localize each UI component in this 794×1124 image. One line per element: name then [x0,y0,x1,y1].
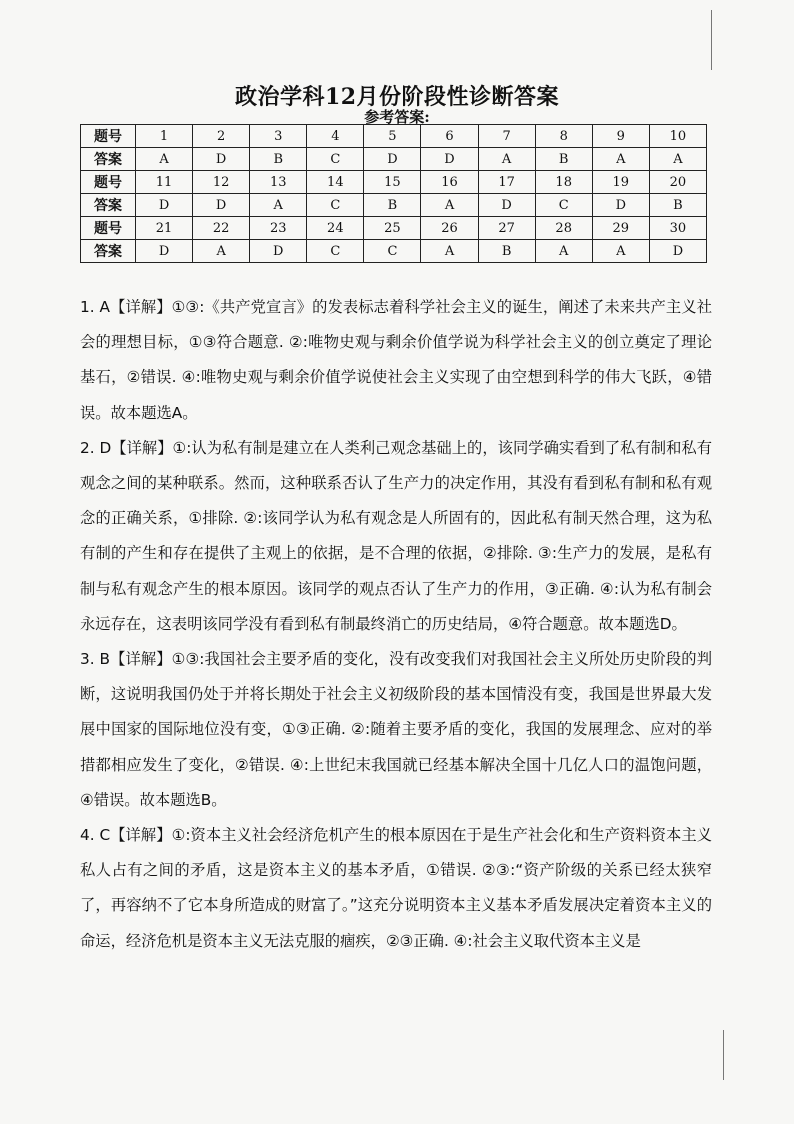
answer-cell: D [649,240,706,263]
question-number-cell: 24 [307,217,364,240]
answer-cell: D [478,194,535,217]
row-header-cell: 答案 [81,194,136,217]
document-subtitle: 参考答案: [364,108,430,126]
explanation-paragraph-3: 3. B【详解】①③:我国社会主要矛盾的变化，没有改变我们对我国社会主义所处历史阶段的判断，这说明我国仍处于并将长期处于社会主义初级阶段的基本国情没有变，我国是世界最大发展中国家的国际地位没有变，①③正确. ②:随着主要矛盾的变化，我国的发展理念、应对的举措都相应发生了变化，②错误. ④:上世纪末我国就已经基本解决全国十几亿人口的温饱问题，④错误。故本题选B。 [80,650,712,809]
question-number-cell: 12 [193,171,250,194]
document-title: 政治学科12月份阶段性诊断答案 [234,84,560,110]
answer-cell: D [193,148,250,171]
question-number-cell: 13 [250,171,307,194]
page-edge-line-top [711,10,712,70]
answer-cell: A [250,194,307,217]
question-number-cell: 5 [364,125,421,148]
question-number-cell: 11 [136,171,193,194]
row-header-cell: 题号 [81,217,136,240]
answer-cell: A [592,240,649,263]
answer-table-row [81,240,707,263]
answer-cell: B [250,148,307,171]
answer-cell: C [364,240,421,263]
question-number-cell: 10 [649,125,706,148]
answer-table-row [81,125,707,148]
question-number-cell: 9 [592,125,649,148]
row-header-cell: 题号 [81,171,136,194]
question-number-cell: 8 [535,125,592,148]
answer-cell: B [649,194,706,217]
answer-cell: D [592,194,649,217]
answer-cell: C [307,148,364,171]
question-number-cell: 18 [535,171,592,194]
question-number-cell: 15 [364,171,421,194]
row-header-cell: 答案 [81,148,136,171]
answer-cell: A [421,240,478,263]
answer-cell: B [364,194,421,217]
question-number-cell: 21 [136,217,193,240]
answer-table-row [81,194,707,217]
question-number-cell: 26 [421,217,478,240]
answer-cell: A [421,194,478,217]
answer-cell: D [421,148,478,171]
explanation-paragraph-2: 2. D【详解】①:认为私有制是建立在人类利己观念基础上的，该同学确实看到了私有制和私有观念之间的某种联系。然而，这种联系否认了生产力的决定作用，其没有看到私有制和私有观念的正确关系，①排除. ②:该同学认为私有观念是人所固有的，因此私有制天然合理，这为私有制的产生和存在提供了主观上的依据，是不合理的依据，②排除. ③:生产力的发展，是私有制与私有观念产生的根本原因。该同学的观点否认了生产力的作用，③正确. ④:认为私有制会永远存在，这表明该同学没有看到私有制最终消亡的历史结局，④符合题意。故本题选D。 [80,438,712,633]
explanation-paragraph-1: 1. A【详解】①③:《共产党宣言》的发表标志着科学社会主义的诞生，阐述了未来共产主义社会的理想目标，①③符合题意. ②:唯物史观与剩余价值学说为科学社会主义的创立奠定了理论基石，②错误. ④:唯物史观与剩余价值学说使社会主义实现了由空想到科学的伟大飞跃，④错误。故本题选A。 [80,298,712,422]
explanation-section [80,290,712,959]
question-number-cell: 7 [478,125,535,148]
question-number-cell: 16 [421,171,478,194]
answer-cell: D [364,148,421,171]
question-number-cell: 30 [649,217,706,240]
answer-cell: A [193,240,250,263]
question-number-cell: 6 [421,125,478,148]
answer-cell: A [478,148,535,171]
answer-cell: B [535,148,592,171]
answer-cell: D [136,194,193,217]
question-number-cell: 19 [592,171,649,194]
row-header-cell: 题号 [81,125,136,148]
answer-cell: A [649,148,706,171]
question-number-cell: 27 [478,217,535,240]
answer-table-row [81,171,707,194]
question-number-cell: 20 [649,171,706,194]
answer-cell: A [136,148,193,171]
question-number-cell: 4 [307,125,364,148]
question-number-cell: 23 [250,217,307,240]
question-number-cell: 1 [136,125,193,148]
question-number-cell: 25 [364,217,421,240]
question-number-cell: 28 [535,217,592,240]
question-number-cell: 29 [592,217,649,240]
answer-cell: D [136,240,193,263]
question-number-cell: 17 [478,171,535,194]
answer-cell: C [535,194,592,217]
answer-table-row [81,148,707,171]
page-edge-line-bottom [723,1030,724,1080]
explanation-paragraph-4: 4. C【详解】①:资本主义社会经济危机产生的根本原因在于是生产社会化和生产资料资本主义私人占有之间的矛盾，这是资本主义的基本矛盾，①错误. ②③:“资产阶级的关系已经太狭窄了，再容纳不了它本身所造成的财富了。”这充分说明资本主义基本矛盾发展决定着资本主义的命运，经济危机是资本主义无法克服的痼疾，②③正确. ④:社会主义取代资本主义是 [80,826,712,950]
answer-table [80,124,707,263]
answer-cell: A [535,240,592,263]
answer-cell: C [307,240,364,263]
question-number-cell: 14 [307,171,364,194]
answer-cell: D [193,194,250,217]
answer-cell: D [250,240,307,263]
question-number-cell: 2 [193,125,250,148]
question-number-cell: 22 [193,217,250,240]
question-number-cell: 3 [250,125,307,148]
answer-cell: A [592,148,649,171]
answer-table-row [81,217,707,240]
answer-cell: B [478,240,535,263]
answer-cell: C [307,194,364,217]
row-header-cell: 答案 [81,240,136,263]
